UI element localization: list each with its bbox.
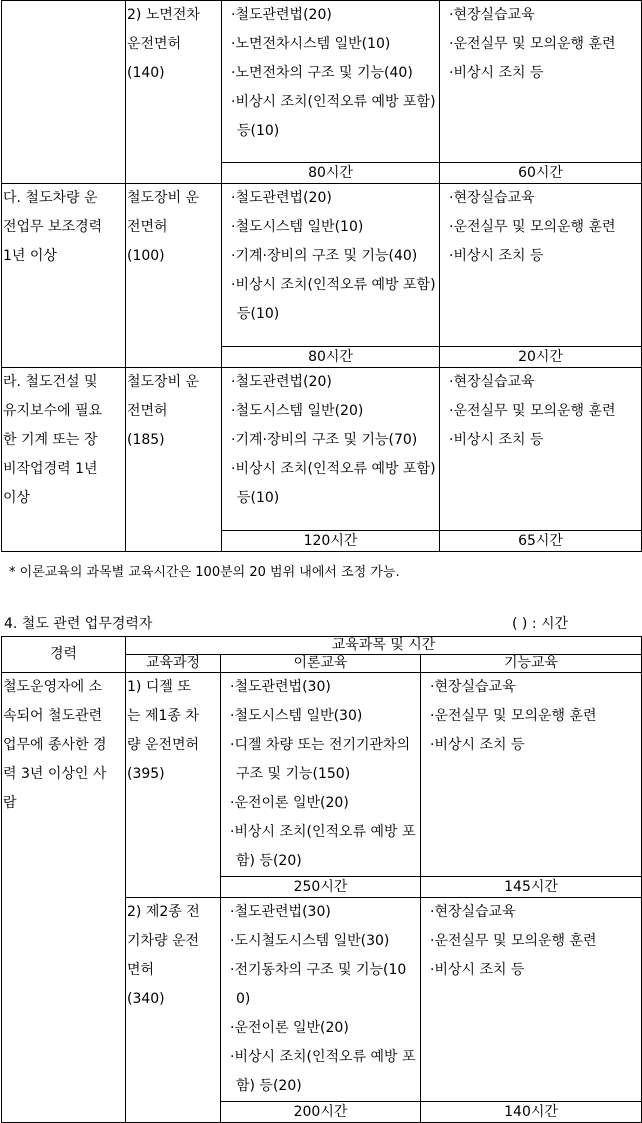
section-title: 4. 철도 관련 업무경력자 xyxy=(4,616,153,632)
text-line: 라. 철도건설 및 xyxy=(3,374,98,390)
skill-cell xyxy=(440,1,642,163)
subject-item: · 현장실습교육 xyxy=(441,1,640,30)
text-line: 면허 xyxy=(127,962,155,978)
subject-item: · 운전실무 및 모의운행 훈련 xyxy=(441,397,640,426)
theory-total: 200시간 xyxy=(221,1102,421,1123)
subject-item: · 운전이론 일반(20) xyxy=(222,789,419,818)
subject-item: · 디젤 차량 또는 전기기관차의 구조 및 기능(150) xyxy=(222,731,419,789)
subject-item: · 비상시 조치(인적오류 예방 포함) 등(10) xyxy=(223,88,438,146)
theory-cell xyxy=(222,368,440,531)
text-line: 철도장비 운 xyxy=(127,190,200,206)
course-cell xyxy=(126,673,221,898)
subject-item: · 비상시 조치 등 xyxy=(441,242,640,271)
header-course: 교육과정 xyxy=(126,655,221,673)
skill-total: 20시간 xyxy=(440,347,642,368)
subject-item: · 현장실습교육 xyxy=(441,184,640,213)
subject-item: · 운전실무 및 모의운행 훈련 xyxy=(441,30,640,59)
text-line: 비작업경력 1년 xyxy=(3,461,98,477)
subject-item: · 현장실습교육 xyxy=(441,368,640,397)
theory-cell xyxy=(221,673,421,877)
header-career: 경력 xyxy=(2,637,126,673)
subject-item: · 비상시 조치 등 xyxy=(422,956,640,985)
subject-item: · 철도시스템 일반(20) xyxy=(223,397,438,426)
table-row xyxy=(2,368,642,531)
text-line: (185) xyxy=(127,432,165,448)
text-line: 다. 철도차량 운 xyxy=(3,190,98,206)
text-line: 한 기계 또는 장 xyxy=(3,432,98,448)
course-cell xyxy=(126,1,222,184)
course-cell xyxy=(126,368,222,552)
subject-item: · 현장실습교육 xyxy=(422,673,640,702)
subject-item: · 철도관련법(20) xyxy=(223,368,438,397)
skill-cell xyxy=(421,673,642,877)
text-line: 1) 디젤 또 xyxy=(127,679,191,695)
skill-cell xyxy=(440,184,642,347)
header-theory: 이론교육 xyxy=(221,655,421,673)
text-line: 전면허 xyxy=(127,403,168,419)
text-line: 업무에 종사한 경 xyxy=(3,737,107,753)
text-line: 철도운영자에 소 xyxy=(3,679,103,695)
text-line: 2) 노면전차 xyxy=(127,7,200,23)
subject-item: · 비상시 조치 등 xyxy=(422,731,640,760)
unit-note: ( ) : 시간 xyxy=(512,616,569,632)
subject-item: · 노면전차의 구조 및 기능(40) xyxy=(223,59,438,88)
text-line: 기차량 운전 xyxy=(127,933,200,949)
text-line: 유지보수에 필요 xyxy=(3,403,103,419)
subject-item: · 철도관련법(20) xyxy=(223,1,438,30)
theory-total: 80시간 xyxy=(222,163,440,184)
subject-item: · 철도관련법(20) xyxy=(223,184,438,213)
skill-total: 60시간 xyxy=(440,163,642,184)
text-line: 1년 이상 xyxy=(3,248,57,264)
subject-item: · 운전실무 및 모의운행 훈련 xyxy=(422,927,640,956)
theory-cell xyxy=(222,184,440,347)
subject-item: · 운전실무 및 모의운행 훈련 xyxy=(441,213,640,242)
subject-item: · 기계·장비의 구조 및 기능(70) xyxy=(223,426,438,455)
subject-item: · 전기동차의 구조 및 기능(100) xyxy=(222,956,419,1014)
text-line: (100) xyxy=(127,248,165,264)
theory-cell xyxy=(222,1,440,163)
subject-item: · 운전실무 및 모의운행 훈련 xyxy=(422,702,640,731)
header-skill: 기능교육 xyxy=(421,655,642,673)
skill-total: 65시간 xyxy=(440,531,642,552)
header-subjects: 교육과목 및 시간 xyxy=(126,637,642,655)
theory-total: 120시간 xyxy=(222,531,440,552)
subject-item: · 비상시 조치(인적오류 예방 포함) 등(20) xyxy=(222,1043,419,1101)
career-cell xyxy=(2,184,126,368)
skill-total: 145시간 xyxy=(421,877,642,898)
subject-item: · 철도시스템 일반(30) xyxy=(222,702,419,731)
text-line: (395) xyxy=(127,766,165,782)
subject-item: · 비상시 조치(인적오류 예방 포함) 등(20) xyxy=(222,818,419,876)
subject-item: · 비상시 조치(인적오류 예방 포함) 등(10) xyxy=(223,455,438,513)
text-line: 람 xyxy=(3,795,17,811)
subject-item: · 기계·장비의 구조 및 기능(40) xyxy=(223,242,438,271)
subject-item: · 철도관련법(30) xyxy=(222,673,419,702)
course-cell xyxy=(126,184,222,368)
subject-item: · 운전이론 일반(20) xyxy=(222,1014,419,1043)
subject-item: · 도시철도시스템 일반(30) xyxy=(222,927,419,956)
curriculum-table-continued xyxy=(1,0,642,552)
table-row xyxy=(2,184,642,347)
text-line: 는 제1종 차 xyxy=(127,708,199,724)
career-cell xyxy=(2,368,126,552)
text-line: 량 운전면허 xyxy=(127,737,200,753)
subject-item: · 철도관련법(30) xyxy=(222,898,419,927)
subject-item: · 노면전차시스템 일반(10) xyxy=(223,30,438,59)
text-line: (140) xyxy=(127,65,165,81)
text-line: 운전면허 xyxy=(127,36,182,52)
skill-total: 140시간 xyxy=(421,1102,642,1123)
theory-cell xyxy=(221,898,421,1102)
career-cell xyxy=(2,673,126,1123)
text-line: 이상 xyxy=(3,490,31,506)
text-line: 2) 제2종 전 xyxy=(127,904,200,920)
theory-total: 80시간 xyxy=(222,347,440,368)
skill-cell xyxy=(421,898,642,1102)
text-line: 속되어 철도관련 xyxy=(3,708,103,724)
table-row xyxy=(2,673,642,877)
text-line: 철도장비 운 xyxy=(127,374,200,390)
subject-item: · 비상시 조치(인적오류 예방 포함) 등(10) xyxy=(223,271,438,329)
skill-cell xyxy=(440,368,642,531)
subject-item: · 철도시스템 일반(10) xyxy=(223,213,438,242)
footnote: * 이론교육의 과목별 교육시간은 100분의 20 범위 내에서 조정 가능. xyxy=(9,565,400,580)
table-row xyxy=(2,1,642,163)
subject-item: · 비상시 조치 등 xyxy=(441,59,640,88)
text-line: 력 3년 이상인 사 xyxy=(3,766,107,782)
course-cell xyxy=(126,898,221,1123)
text-line: 전면허 xyxy=(127,219,168,235)
career-cell xyxy=(2,1,126,184)
text-line: 전업무 보조경력 xyxy=(3,219,103,235)
text-line: (340) xyxy=(127,991,165,1007)
subject-item: · 비상시 조치 등 xyxy=(441,426,640,455)
curriculum-table-section4 xyxy=(1,636,642,1123)
subject-item: · 현장실습교육 xyxy=(422,898,640,927)
theory-total: 250시간 xyxy=(221,877,421,898)
